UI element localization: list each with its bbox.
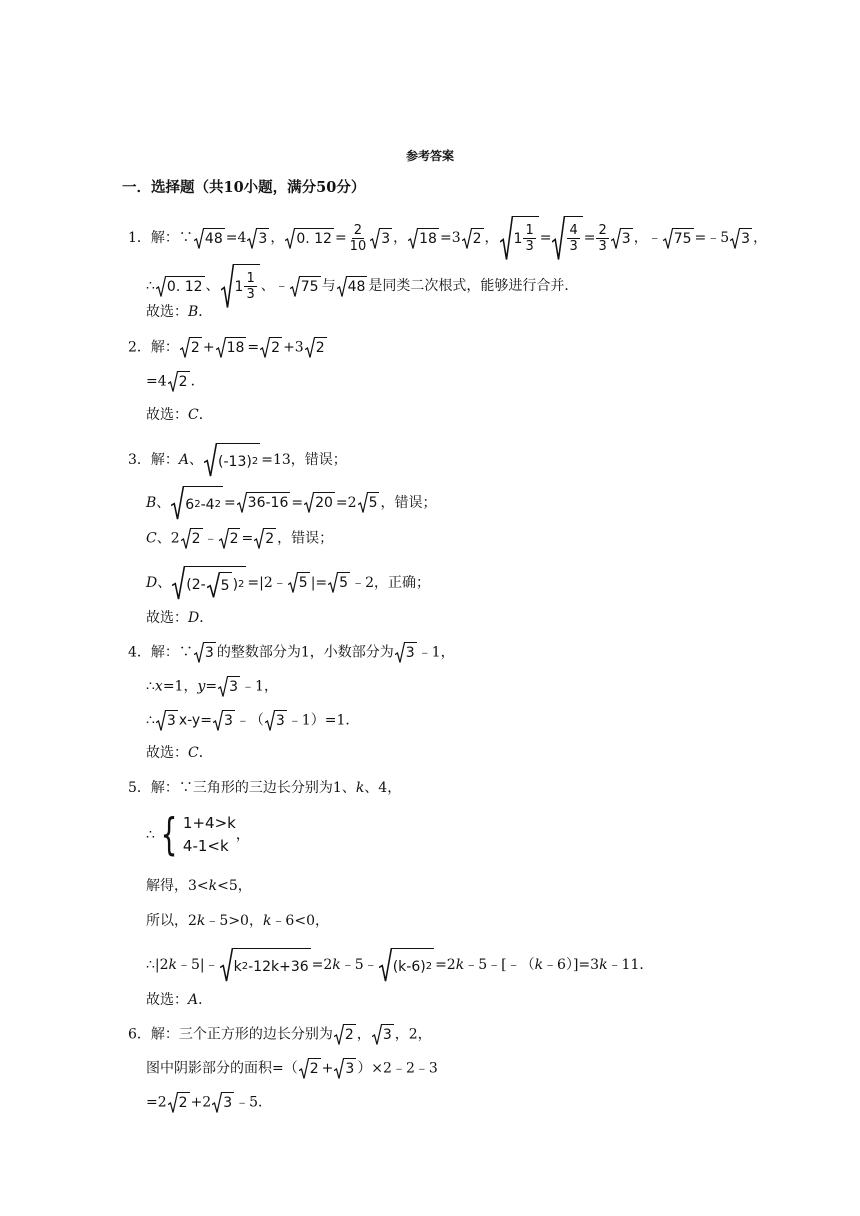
radical-sign: 1 $\frac{1}{3}$ bbox=[221, 264, 260, 308]
q6-line-1: 6．解：三个正方形的边长分别为 2 ， 3 ，2， bbox=[128, 1024, 432, 1045]
q2-line-1: 2．解： 2 + 18 = 2 +3 2 bbox=[128, 337, 328, 358]
q1-line-2: ∴ 0. 12 、 1 $\frac{1}{3}$ 、﹣ 75 与 48 是同类二次根式，能够进行合并． bbox=[146, 264, 578, 308]
q3-line-B: B、 6 2 -4 2 = 36-16 = 20 =2 5 ，错误； bbox=[146, 486, 436, 520]
q2-line-2: =4 2 ． bbox=[146, 371, 205, 392]
radical-sign: 3 bbox=[247, 228, 269, 249]
radical-sign: 3 bbox=[372, 1024, 394, 1045]
radical-sign: 5 bbox=[358, 492, 380, 513]
q6-line-2: 图中阴影部分的面积=（ 2 + 3 ）×2﹣2﹣3 bbox=[146, 1058, 438, 1079]
radical-sign: 3 bbox=[213, 710, 235, 731]
radical-sign: 5 bbox=[328, 572, 350, 593]
radical-sign: 3 bbox=[212, 1092, 234, 1113]
fraction: $\frac{2}{10}$ bbox=[349, 222, 367, 254]
q1-answer: 故选：B． bbox=[146, 304, 213, 320]
q5-line-1: 5．解：∵三角形的三边长分别为1、k、4， bbox=[128, 780, 402, 796]
q4-line-2: ∴x=1，y= 3 ﹣1， bbox=[146, 676, 278, 697]
radical-sign: 0. 12 bbox=[285, 228, 334, 249]
radical-sign: 36-16 bbox=[237, 492, 291, 513]
radical-sign: 75 bbox=[290, 276, 321, 297]
radical-sign: 2 bbox=[254, 528, 276, 549]
radical-sign: 2 bbox=[219, 528, 241, 549]
page-title: 参考答案 bbox=[405, 149, 454, 163]
radical-sign: 3 bbox=[730, 228, 752, 249]
q4-answer: 故选：C． bbox=[146, 745, 213, 761]
radical-sign: 2 bbox=[168, 1092, 190, 1113]
q3-line-C: C、2 2 ﹣ 2 = 2 ，错误； bbox=[146, 528, 333, 549]
radical-sign: 5 bbox=[207, 572, 232, 598]
fraction: $\frac{2}{3}$ bbox=[598, 222, 607, 254]
radical-sign: 3 bbox=[370, 228, 392, 249]
radical-sign: 2 bbox=[299, 1058, 321, 1079]
radical-sign: (k-6) 2 bbox=[379, 948, 434, 982]
fraction: $\frac{1}{3}$ bbox=[246, 271, 255, 303]
q6-line-3: =2 2 +2 3 ﹣5． bbox=[146, 1092, 272, 1113]
radical-sign: 2 bbox=[305, 337, 327, 358]
q4-line-3: ∴ 3 x-y= 3 ﹣（ 3 ﹣1）=1． bbox=[146, 710, 359, 731]
q1-line-1: 1．解：∵ 48 =4 3 ， 0. 12 = $\frac{2}{10}$ 3 ， 18 =3 2 ， 1 $\frac{1}{3}$ = $\frac{4}{3}$ = $\frac{2}{3}$ 3 ，﹣ 75 =﹣5 3 ， bbox=[128, 216, 767, 260]
radical-sign bbox=[552, 216, 582, 260]
q5-system: ∴ { 1+4>k 4-1<k ， bbox=[146, 809, 250, 860]
q2-answer: 故选：C． bbox=[146, 407, 213, 423]
radical-sign: 3 bbox=[265, 710, 287, 731]
radical-sign: 48 bbox=[194, 228, 225, 249]
section-heading: 一．选择题（共10小题，满分50分） bbox=[122, 179, 366, 196]
q5-line-3: 解得，3<k<5， bbox=[146, 878, 252, 894]
fraction: $\frac{1}{3}$ bbox=[525, 223, 534, 255]
radical-sign: 0. 12 bbox=[156, 276, 205, 297]
radical-sign: k 2 -12k+36 bbox=[220, 948, 311, 982]
radical-sign: 2 bbox=[168, 371, 190, 392]
q3-line-D: D、 (2- 5 ) 2 =|2﹣ 5 |= 5 ﹣2，正确； bbox=[146, 566, 430, 600]
radical-sign: 48 bbox=[337, 276, 368, 297]
brace-icon: { bbox=[160, 809, 178, 860]
radical-sign: 3 bbox=[194, 642, 216, 663]
q5-answer: 故选：A． bbox=[146, 992, 213, 1008]
q5-line-4: 所以，2k﹣5>0，k﹣6<0， bbox=[146, 913, 329, 929]
radical-sign: 6 2 -4 2 bbox=[171, 486, 223, 520]
radical-sign: 3 bbox=[395, 642, 417, 663]
radical-sign: 2 bbox=[181, 528, 203, 549]
radical-sign: 3 bbox=[218, 676, 240, 697]
fraction: $\frac{4}{3}$ bbox=[569, 223, 578, 255]
radical-sign: 2 bbox=[260, 337, 282, 358]
radical-sign: 5 bbox=[288, 572, 310, 593]
radical-sign: 18 bbox=[216, 337, 247, 358]
radical-sign: 3 bbox=[611, 228, 633, 249]
radical-sign: 75 bbox=[663, 228, 694, 249]
radical-sign: (2- 5 ) 2 bbox=[172, 566, 246, 600]
radical-sign: 20 bbox=[304, 492, 335, 513]
radical-sign: 3 bbox=[334, 1058, 356, 1079]
radical-sign: 18 bbox=[408, 228, 439, 249]
radical-sign: 3 bbox=[156, 710, 178, 731]
q3-line-A: 3．解：A、 (-13) 2 =13，错误； bbox=[128, 443, 347, 477]
q4-line-1: 4．解：∵ 3 的整数部分为1，小数部分为 3 ﹣1， bbox=[128, 642, 455, 663]
q3-answer: 故选：D． bbox=[146, 610, 214, 626]
radical-sign: 2 bbox=[180, 337, 202, 358]
radical-sign: 1 $\frac{1}{3}$ bbox=[500, 216, 539, 260]
q5-line-5: ∴|2k﹣5|﹣ k 2 -12k+36 =2k﹣5﹣ (k-6) 2 =2k﹣5﹣[﹣（k﹣6）]=3k﹣11． bbox=[146, 948, 653, 982]
radical-sign: 2 bbox=[462, 228, 484, 249]
radical-sign: (-13) 2 bbox=[204, 443, 260, 477]
radical-sign: 2 bbox=[334, 1024, 356, 1045]
